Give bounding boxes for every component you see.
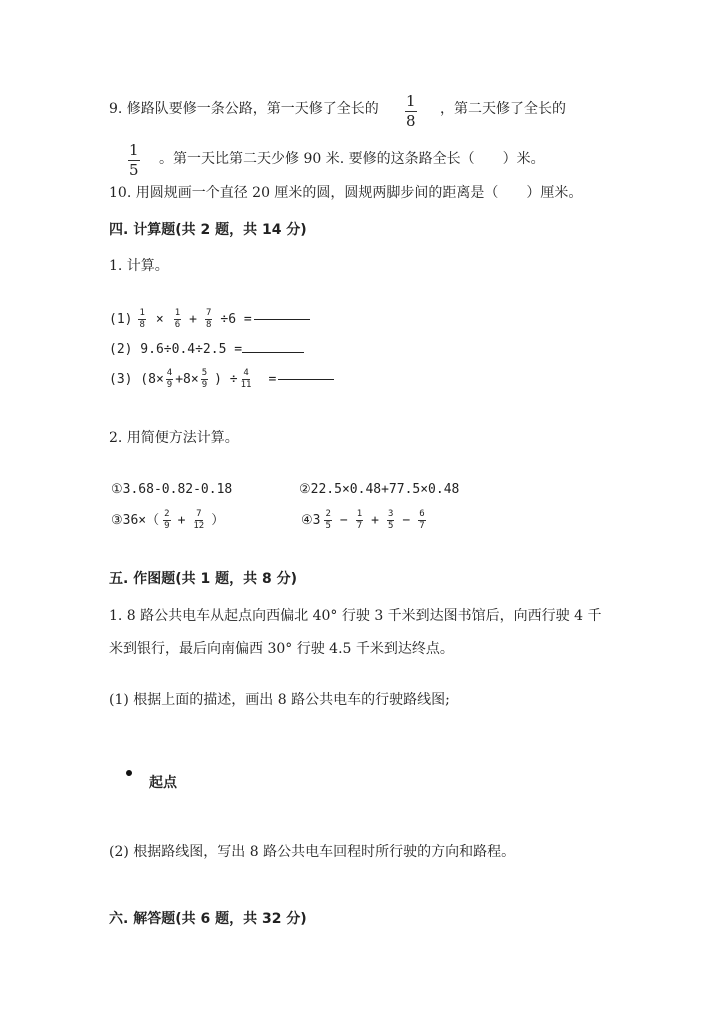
- fraction-denominator: 7: [419, 521, 425, 531]
- answer-blank[interactable]: [242, 352, 304, 353]
- fraction-numerator: 1: [356, 509, 363, 519]
- fraction-numerator: 1: [406, 92, 416, 110]
- fraction-numerator: 7: [205, 308, 212, 318]
- fraction-denominator: 8: [406, 112, 416, 130]
- section5-q1-line2: 米到银行，最后向南偏西 30° 行驶 4.5 千米到达终点。: [109, 641, 454, 657]
- fraction-numerator: 1: [174, 308, 181, 318]
- operator: ×: [155, 312, 164, 327]
- expr-label: (1): [109, 312, 133, 327]
- fraction-numerator: 2: [164, 509, 170, 519]
- start-point-label: 起点: [149, 775, 177, 791]
- fraction-denominator: 5: [387, 521, 394, 531]
- fraction-numerator: 6: [419, 509, 425, 519]
- fraction-denominator: 7: [356, 521, 363, 531]
- q9-fraction-1-8: [403, 94, 419, 129]
- fraction-denominator: 11: [240, 380, 252, 390]
- q10-text: 10. 用圆规画一个直径 20 厘米的圆，圆规两脚步间的距离是（ ）厘米。: [109, 185, 583, 201]
- operator: +: [371, 513, 379, 528]
- expr-part: ③36×（: [111, 513, 160, 528]
- fraction-denominator: 9: [164, 521, 170, 531]
- expr-part: =: [268, 372, 277, 387]
- section4-title: 四. 计算题(共 2 题，共 14 分): [109, 222, 307, 238]
- fraction-numerator: 4: [166, 368, 173, 378]
- q9-fraction-1-5: [126, 143, 142, 178]
- fraction-denominator: 9: [201, 380, 208, 390]
- section5-sub1: (1) 根据上面的描述，画出 8 路公共电车的行驶路线图;: [109, 692, 450, 708]
- section4-q2-title: 2. 用简便方法计算。: [109, 430, 239, 446]
- operator: +: [177, 513, 186, 528]
- simplify-problem-2: ②22.5×0.48+77.5×0.48: [299, 482, 460, 497]
- fraction-denominator: 12: [193, 521, 205, 531]
- simplify-problem-1: ①3.68-0.82-0.18: [111, 482, 233, 497]
- expr-part: +8×: [175, 372, 199, 387]
- q9-line2-text: 。第一天比第二天少修 90 米. 要修的这条路全长（ ）米。: [159, 151, 545, 167]
- fraction-numerator: 1: [129, 141, 139, 159]
- section5-title: 五. 作图题(共 1 题，共 8 分): [109, 571, 297, 587]
- calc-expression-3: [109, 369, 334, 390]
- section5-q1-line1: 1. 8 路公共电车从起点向西偏北 40° 行驶 3 千米到达图书馆后，向西行驶 4 千: [109, 608, 602, 624]
- section4-q1-title: 1. 计算。: [109, 258, 169, 274]
- fraction-numerator: 2: [325, 509, 331, 519]
- section6-title: 六. 解答题(共 6 题，共 32 分): [109, 911, 307, 927]
- calc-expression-2: [109, 343, 304, 356]
- fraction-denominator: 5: [129, 161, 139, 179]
- operator: −: [339, 513, 348, 528]
- q9-line1-text: 9. 修路队要修一条公路，第一天修了全长的: [109, 101, 379, 117]
- fraction-denominator: 5: [325, 521, 331, 531]
- fraction-denominator: 6: [174, 320, 181, 330]
- q9-line1-text-b: ，第二天修了全长的: [440, 101, 566, 117]
- simplify-problem-3: [111, 510, 224, 531]
- expr-part: (3) (8×: [109, 372, 164, 387]
- expr-part: ④3: [301, 513, 321, 528]
- answer-blank[interactable]: [278, 379, 334, 380]
- fraction-numerator: 5: [201, 368, 208, 378]
- expr-text: (2) 9.6÷0.4÷2.5 =: [109, 342, 243, 357]
- section5-sub2: (2) 根据路线图，写出 8 路公共电车回程时所行驶的方向和路程。: [109, 844, 516, 860]
- fraction-numerator: 1: [139, 308, 145, 318]
- start-point-dot: [126, 770, 132, 776]
- expr-part: ) ÷: [214, 372, 238, 387]
- expr-part: ）: [211, 513, 225, 528]
- fraction-numerator: 4: [243, 368, 249, 378]
- operator: +: [189, 312, 197, 327]
- expr-rest: ÷6 =: [220, 312, 252, 327]
- calc-expression-1: [109, 309, 310, 330]
- operator: −: [402, 513, 411, 528]
- fraction-denominator: 8: [139, 320, 145, 330]
- fraction-denominator: 8: [205, 320, 212, 330]
- answer-blank[interactable]: [254, 319, 310, 320]
- fraction-numerator: 3: [387, 509, 394, 519]
- fraction-numerator: 7: [196, 509, 202, 519]
- fraction-denominator: 9: [166, 380, 173, 390]
- simplify-problem-4: [301, 510, 428, 531]
